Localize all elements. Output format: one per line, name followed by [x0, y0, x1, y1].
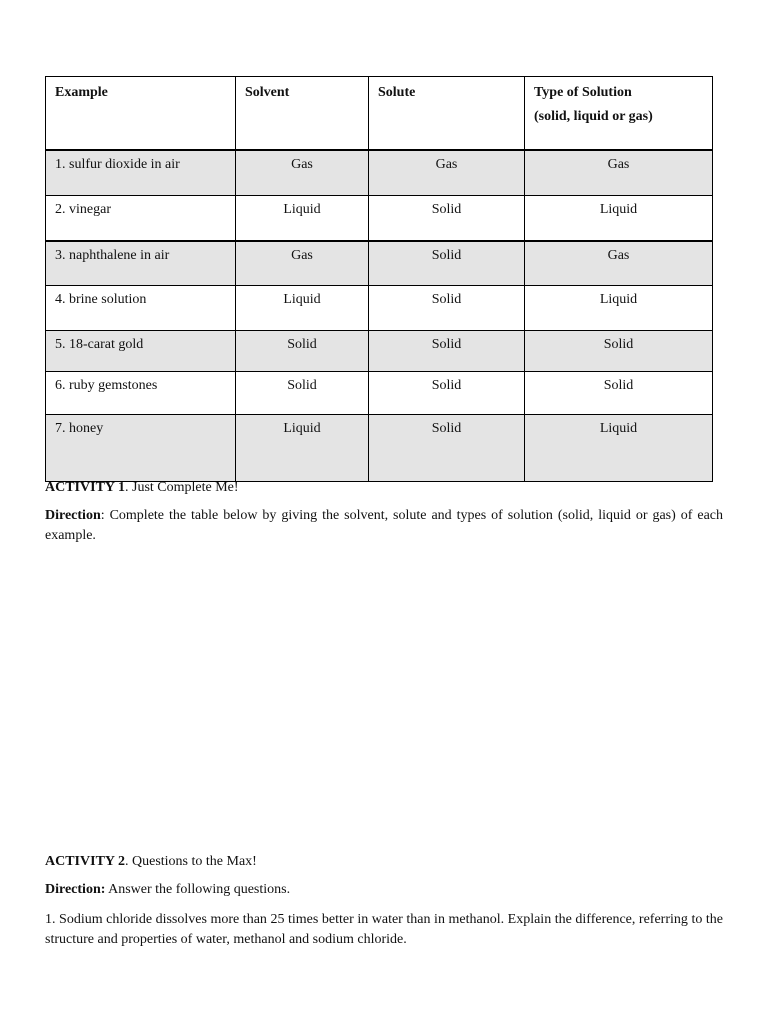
table-row	[46, 415, 713, 482]
cell-example: 3. naphthalene in air	[46, 241, 236, 286]
cell-solute: Gas	[369, 150, 525, 196]
cell-solvent: Liquid	[236, 196, 369, 242]
table-row	[46, 150, 713, 196]
cell-solvent: Gas	[236, 150, 369, 196]
header-type-line1: Type of Solution	[534, 85, 632, 100]
activity2-direction-text: Answer the following questions.	[105, 882, 291, 897]
activity2-question-1: 1. Sodium chloride dissolves more than 25 times better in water than in methanol. Explain the difference, referring to the structure and properties of water, methanol and sodium chloride.	[45, 912, 723, 947]
activity2-direction	[45, 880, 723, 900]
cell-type: Gas	[525, 241, 713, 286]
activity2-label: ACTIVITY 2	[45, 854, 125, 869]
cell-solvent: Gas	[236, 241, 369, 286]
cell-example: 7. honey	[46, 415, 236, 482]
cell-example: 4. brine solution	[46, 286, 236, 331]
cell-example: 2. vinegar	[46, 196, 236, 242]
activity1-direction-label: Direction	[45, 508, 101, 523]
table-row	[46, 196, 713, 242]
table-header-row	[46, 77, 713, 151]
cell-type: Solid	[525, 331, 713, 372]
activity2-title: . Questions to the Max!	[125, 854, 257, 869]
table-row	[46, 331, 713, 372]
header-example: Example	[46, 77, 236, 151]
header-type-line2: (solid, liquid or gas)	[534, 109, 653, 124]
activity1-direction	[45, 506, 723, 546]
cell-solvent: Solid	[236, 372, 369, 415]
activity1-label: ACTIVITY 1	[45, 480, 125, 495]
solutions-table	[45, 76, 713, 482]
cell-type: Gas	[525, 150, 713, 196]
cell-solute: Solid	[369, 241, 525, 286]
activity2-direction-label: Direction:	[45, 882, 106, 897]
cell-solvent: Solid	[236, 331, 369, 372]
cell-example: 1. sulfur dioxide in air	[46, 150, 236, 196]
cell-solute: Solid	[369, 331, 525, 372]
header-type-of-solution	[525, 77, 713, 151]
activity1-title: . Just Complete Me!	[125, 480, 239, 495]
cell-solvent: Liquid	[236, 415, 369, 482]
cell-solute: Solid	[369, 415, 525, 482]
header-solvent: Solvent	[236, 77, 369, 151]
cell-type: Liquid	[525, 196, 713, 242]
activity1-direction-text: : Complete the table below by giving the solvent, solute and types of solution (solid, liquid or gas) of each example.	[45, 508, 723, 543]
table-row	[46, 372, 713, 415]
table-row	[46, 286, 713, 331]
cell-solvent: Liquid	[236, 286, 369, 331]
activity2-heading	[45, 852, 723, 872]
activity1-heading	[45, 478, 723, 498]
cell-solute: Solid	[369, 196, 525, 242]
cell-type: Solid	[525, 372, 713, 415]
cell-example: 6. ruby gemstones	[46, 372, 236, 415]
cell-type: Liquid	[525, 286, 713, 331]
cell-type: Liquid	[525, 415, 713, 482]
cell-solute: Solid	[369, 372, 525, 415]
header-solute: Solute	[369, 77, 525, 151]
cell-example: 5. 18-carat gold	[46, 331, 236, 372]
table-row	[46, 241, 713, 286]
cell-solute: Solid	[369, 286, 525, 331]
